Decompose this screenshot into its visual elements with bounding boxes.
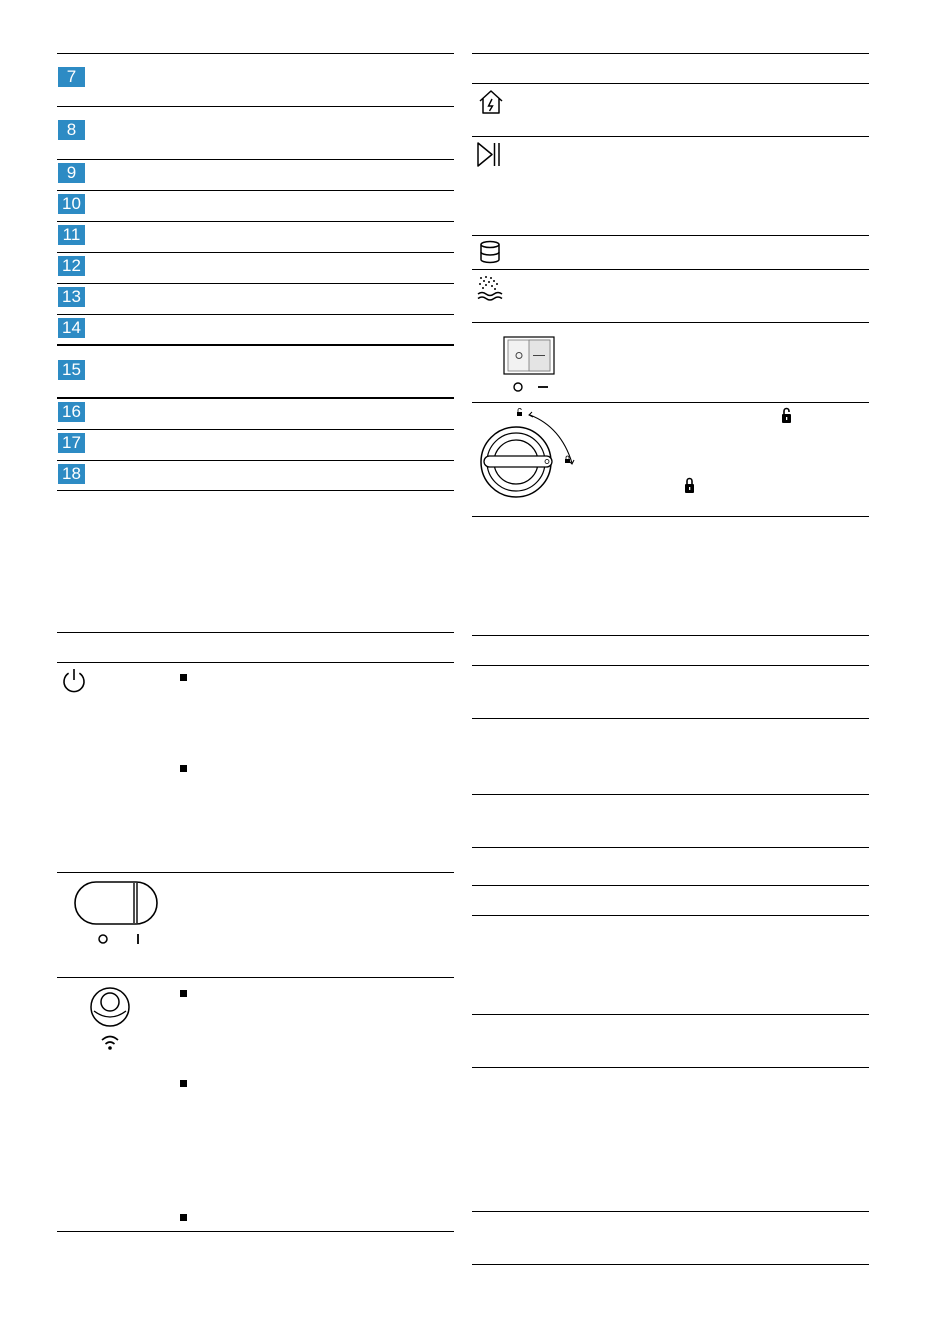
table-rule — [57, 872, 454, 873]
table-rule — [57, 1231, 454, 1232]
main-switch-icon — [73, 880, 159, 928]
home-energy-icon — [477, 88, 505, 116]
legend-badge-8: 8 — [58, 120, 85, 140]
container-icon — [478, 240, 502, 264]
power-icon — [60, 667, 88, 695]
table-rule — [472, 322, 869, 323]
table-rule — [472, 136, 869, 137]
table-rule — [472, 885, 869, 886]
bullet — [180, 765, 187, 772]
salt-water-icon — [476, 274, 504, 302]
bullet — [180, 674, 187, 681]
legend-badge-18: 18 — [58, 464, 85, 484]
table-rule — [57, 397, 454, 399]
table-rule — [472, 1264, 869, 1265]
table-rule — [57, 159, 454, 160]
table-rule — [472, 53, 869, 54]
lock-dial-icon — [478, 407, 578, 507]
table-rule — [472, 1014, 869, 1015]
table-rule — [57, 490, 454, 491]
bullet — [180, 1080, 187, 1087]
play-pause-icon — [476, 141, 502, 169]
table-rule — [472, 83, 869, 84]
legend-badge-11: 11 — [58, 225, 85, 245]
legend-badge-14: 14 — [58, 318, 85, 338]
table-rule — [57, 344, 454, 346]
legend-badge-16: 16 — [58, 402, 85, 422]
table-rule — [472, 794, 869, 795]
knob-wifi-icon — [86, 985, 134, 1055]
legend-badge-10: 10 — [58, 194, 85, 214]
table-rule — [472, 635, 869, 636]
table-rule — [57, 314, 454, 315]
bullet — [180, 1214, 187, 1221]
rocker-switch-icon — [503, 336, 555, 394]
legend-badge-17: 17 — [58, 433, 85, 453]
table-rule — [472, 1211, 869, 1212]
table-rule — [472, 402, 869, 403]
table-rule — [472, 915, 869, 916]
table-rule — [57, 283, 454, 284]
padlock-closed-icon — [684, 477, 695, 494]
table-rule — [57, 977, 454, 978]
switch-marks — [97, 932, 147, 946]
legend-badge-12: 12 — [58, 256, 85, 276]
table-rule — [57, 460, 454, 461]
table-rule — [57, 53, 454, 54]
table-rule — [57, 429, 454, 430]
table-rule — [57, 106, 454, 107]
table-rule — [472, 516, 869, 517]
table-rule — [472, 235, 869, 236]
padlock-open-icon — [781, 407, 792, 424]
table-rule — [472, 847, 869, 848]
table-rule — [57, 662, 454, 663]
legend-badge-13: 13 — [58, 287, 85, 307]
table-rule — [57, 221, 454, 222]
bullet — [180, 990, 187, 997]
table-rule — [472, 718, 869, 719]
table-rule — [57, 252, 454, 253]
legend-badge-15: 15 — [58, 360, 85, 380]
legend-badge-7: 7 — [58, 67, 85, 87]
table-rule — [472, 665, 869, 666]
table-rule — [57, 632, 454, 633]
table-rule — [472, 269, 869, 270]
table-rule — [472, 1067, 869, 1068]
table-rule — [57, 190, 454, 191]
legend-badge-9: 9 — [58, 163, 85, 183]
